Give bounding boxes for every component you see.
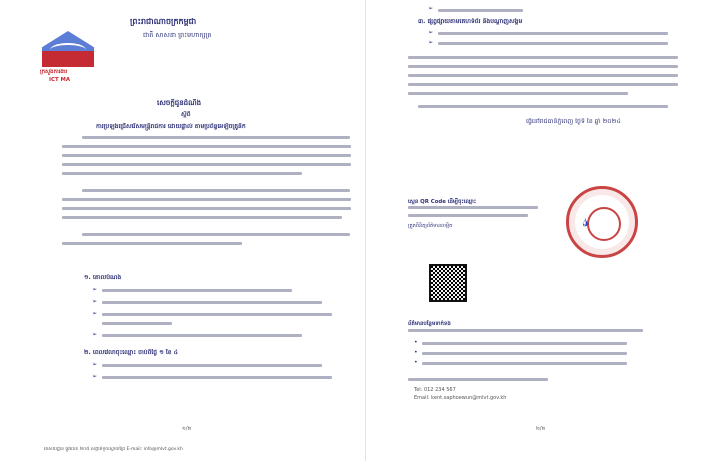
page-number-left: ១/២ [182, 426, 192, 432]
page-number-right: ២/២ [536, 426, 546, 432]
dot-bullet-icon: • [414, 349, 418, 356]
qr-code[interactable] [429, 264, 467, 302]
qr-label: ស្កេន QR Code ដើម្បីចុះឈ្មោះ [408, 199, 477, 205]
section-1-heading: ១. គោលបំណង [84, 274, 122, 281]
notice-sub: ស្តីពី [181, 111, 191, 118]
motto: ជាតិ សាសនា ព្រះមហាក្សត្រ [143, 31, 212, 39]
ministry-logo [42, 31, 94, 67]
footer-left: អាសយដ្ឋាន ផ្លូវលេខ ២០៥ សង្កាត់ទួលស្វាយព្រៃ E-mail: info@mlvt.gov.kh [44, 447, 183, 452]
signature: 𝓈 [579, 209, 591, 232]
official-seal [566, 186, 638, 258]
section-1-bullet-3 [92, 310, 97, 318]
qr-link[interactable]: ត្រួតពិនិត្យព័ត៌មានលម្អិត [408, 223, 453, 229]
dot-bullet-icon: • [414, 339, 418, 346]
notice-topic: ការប្រឡងជ្រើសរើសមន្ត្រីរាជការ ដោយផ្ទាល់ តាមប្រព័ន្ធអេឡិចត្រូនិក [96, 123, 246, 130]
section-2-bullet-2 [92, 373, 97, 381]
kingdom-title: ព្រះរាជាណាចក្រកម្ពុជា [130, 18, 197, 26]
arrow-bullet-icon: ➢ [92, 298, 97, 305]
email-line: Email: kent.saphoewun@mlvt.gov.kh [414, 395, 507, 401]
section-1-bullet-2 [92, 298, 97, 306]
section-3-bullet-2 [428, 39, 433, 47]
date-line: ធ្វើនៅរាជធានីភ្នំពេញ ថ្ងៃទី ខែ ឆ្នាំ ២០២៤ [526, 118, 621, 125]
contact-bullet-2 [414, 349, 419, 357]
org-sub: ICT MA [49, 77, 71, 83]
arrow-bullet-icon: ➢ [92, 331, 97, 338]
phone-line: Tel: 012 234 567 [414, 387, 456, 393]
arrow-bullet-icon: ➢ [428, 5, 433, 12]
arrow-bullet-icon: ➢ [92, 373, 97, 380]
contact-bullet-1 [414, 339, 419, 347]
notice-title: សេចក្តីជូនដំណឹង [157, 99, 202, 107]
contact-title: ព័ត៌មានបន្ថែមទាក់ទង [408, 321, 451, 327]
arrow-bullet-icon: ➢ [428, 29, 433, 36]
section-1-bullet-1 [92, 286, 97, 294]
document-page-right [368, 0, 724, 461]
dot-bullet-icon: • [414, 359, 418, 366]
section-2-heading: ២. ពេលវេលាចុះឈ្មោះ ចាប់ពីថ្ងៃ ១ ខែ ៤ [84, 349, 178, 356]
org-name: ក្រសួងការងារ [40, 69, 68, 75]
contact-bullet-3 [414, 359, 419, 367]
right-bullet-top [428, 5, 433, 13]
arrow-bullet-icon: ➢ [92, 361, 97, 368]
section-3-heading: ៣. ផ្សព្វផ្សាយតាមគេហទំព័រ និងបណ្តាញសង្គម [418, 18, 523, 25]
arrow-bullet-icon: ➢ [92, 310, 97, 317]
arrow-bullet-icon: ➢ [92, 286, 97, 293]
arrow-bullet-icon: ➢ [428, 39, 433, 46]
section-1-bullet-4 [92, 331, 97, 339]
section-2-bullet-1 [92, 361, 97, 369]
section-3-bullet-1 [428, 29, 433, 37]
